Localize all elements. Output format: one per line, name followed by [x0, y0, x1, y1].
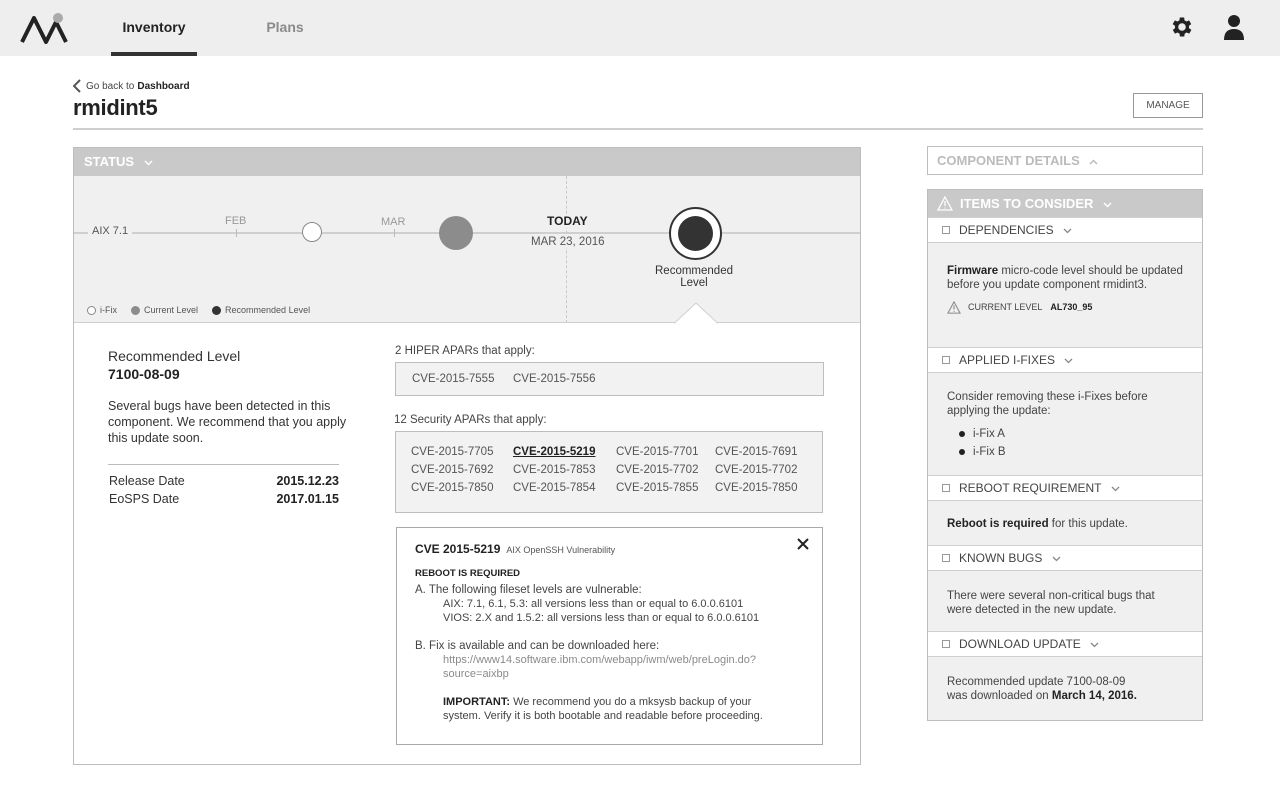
- today-date: MAR 23, 2016: [527, 236, 609, 248]
- legend-current-level: Current Level: [131, 305, 198, 315]
- timeline-month-feb: FEB: [225, 215, 247, 227]
- chevron-down-icon: [1052, 556, 1061, 562]
- timeline-start-label: AIX 7.1: [88, 225, 132, 237]
- status-panel: [73, 147, 861, 765]
- recommended-level-version: 7100-08-09: [108, 366, 180, 382]
- legend-recommended-level: Recommended Level: [212, 305, 310, 315]
- security-apar-item[interactable]: CVE-2015-7691: [715, 446, 798, 458]
- timeline-tick-feb: [236, 229, 237, 237]
- checkbox-icon[interactable]: [942, 226, 950, 234]
- checkbox-icon[interactable]: [942, 484, 950, 492]
- settings-gear-icon[interactable]: [1169, 14, 1195, 40]
- cve-popup-section-a: A. The following fileset levels are vulnerable:: [415, 584, 642, 596]
- today-marker-line: [566, 176, 567, 323]
- checkbox-icon[interactable]: [942, 554, 950, 562]
- chevron-down-icon: [1103, 202, 1112, 208]
- security-apar-item[interactable]: CVE-2015-7855: [616, 482, 699, 494]
- timeline-node-current-level[interactable]: [439, 216, 473, 250]
- applied-ifixes-toggle[interactable]: [928, 347, 1202, 373]
- eosps-date-row: [109, 492, 339, 506]
- page-title: rmidint5: [73, 95, 158, 120]
- items-to-consider-label: ITEMS TO CONSIDER: [960, 196, 1094, 211]
- dependencies-label: DEPENDENCIES: [959, 223, 1054, 237]
- download-update-body: Recommended update 7100-08-09 was downloaded on March 14, 2016.: [947, 676, 1137, 702]
- fix-download-link-cont[interactable]: source=aixbp: [443, 668, 509, 680]
- chevron-down-icon: [144, 160, 153, 166]
- known-bugs-body: There were several non-critical bugs that were detected in the new update.: [947, 590, 1155, 616]
- firmware-label: Firmware: [947, 265, 999, 277]
- known-bugs-label: KNOWN BUGS: [959, 551, 1043, 565]
- back-to-dashboard-link[interactable]: [73, 79, 190, 93]
- update-timeline: [74, 176, 860, 323]
- items-to-consider-panel: [927, 189, 1203, 721]
- fix-download-link[interactable]: https://www14.software.ibm.com/webapp/iwm/web/preLogin.do?: [443, 654, 757, 666]
- recommended-divider: [108, 464, 339, 465]
- warning-icon: [947, 301, 961, 314]
- chevron-left-icon: [73, 79, 81, 93]
- release-date-row: [109, 474, 339, 488]
- reboot-required-label: REBOOT IS REQUIRED: [415, 568, 521, 579]
- important-note-line-1: IMPORTANT: We recommend you do a mksysb backup of your: [443, 696, 752, 708]
- timeline-legend: [87, 305, 324, 315]
- cve-popup-vios-versions: VIOS: 2.X and 1.5.2: all versions less than or equal to 6.0.0.6101: [443, 612, 760, 624]
- header-divider: [73, 128, 1203, 130]
- legend-ifix: i-Fix: [87, 305, 117, 315]
- close-icon[interactable]: [795, 536, 811, 552]
- recommended-level-description: Several bugs have been detected in this component. We recommend that you apply this update soon.: [108, 399, 347, 445]
- applied-ifixes-body: Consider removing these i-Fixes before applying the update: i-Fix A i-Fix B: [947, 390, 1192, 459]
- back-target: Dashboard: [137, 80, 190, 92]
- applied-ifixes-label: APPLIED I-FIXES: [959, 353, 1056, 367]
- selected-pointer-caret: [674, 302, 718, 324]
- cve-popup-aix-versions: AIX: 7.1, 6.1, 5.3: all versions less than or equal to 6.0.0.6101: [443, 598, 744, 610]
- security-apars-box: [395, 431, 823, 513]
- app-logo-icon[interactable]: [20, 12, 74, 44]
- cve-detail-popup: [396, 527, 823, 745]
- status-toggle[interactable]: [74, 148, 860, 176]
- current-level-value: AL730_95: [1050, 302, 1093, 312]
- tab-plans[interactable]: Plans: [266, 19, 304, 35]
- timeline-node-ifix[interactable]: [302, 222, 322, 242]
- warning-icon: [937, 196, 953, 211]
- timeline-month-mar: MAR: [381, 216, 406, 228]
- cve-popup-subtitle: AIX OpenSSH Vulnerability: [506, 545, 616, 555]
- current-level-row: [947, 300, 1192, 314]
- security-apar-item[interactable]: CVE-2015-7850: [411, 482, 494, 494]
- hiper-apars-label: 2 HIPER APARs that apply:: [395, 345, 535, 357]
- download-date: March 14, 2016.: [1051, 690, 1137, 702]
- download-update-label: DOWNLOAD UPDATE: [959, 637, 1081, 651]
- security-apars-label: 12 Security APARs that apply:: [394, 414, 547, 426]
- tab-inventory[interactable]: Inventory: [111, 0, 197, 56]
- today-label: TODAY: [543, 214, 592, 228]
- security-apar-item[interactable]: CVE-2015-7850: [715, 482, 798, 494]
- items-to-consider-toggle[interactable]: [928, 190, 1202, 217]
- known-bugs-toggle[interactable]: [928, 545, 1202, 571]
- user-profile-icon[interactable]: [1222, 14, 1246, 40]
- component-details-toggle[interactable]: [927, 146, 1203, 175]
- hiper-apars-box: [395, 362, 824, 396]
- security-apar-item[interactable]: CVE-2015-7692: [411, 464, 494, 476]
- security-apar-item-selected[interactable]: CVE-2015-5219: [513, 446, 596, 458]
- dependencies-toggle[interactable]: [928, 217, 1202, 243]
- list-item: i-Fix B: [947, 445, 1192, 459]
- security-apar-item[interactable]: CVE-2015-7702: [616, 464, 699, 476]
- checkbox-icon[interactable]: [942, 640, 950, 648]
- status-label: STATUS: [84, 154, 135, 169]
- timeline-tick-mar: [394, 229, 395, 237]
- chevron-down-icon: [1063, 228, 1072, 234]
- list-item: i-Fix A: [947, 427, 1192, 441]
- security-apar-item[interactable]: CVE-2015-7853: [513, 464, 596, 476]
- dependencies-body: Firmware micro-code level should be updated before you update component rmidint3. CURRENT LEVEL AL730_95: [947, 264, 1192, 314]
- important-note-line-2: system. Verify it is both bootable and readable before proceeding.: [443, 710, 763, 722]
- reboot-requirement-body: Reboot is required for this update.: [947, 518, 1128, 530]
- cve-popup-section-b: B. Fix is available and can be downloaded here:: [415, 640, 660, 652]
- chevron-down-icon: [1090, 642, 1099, 648]
- security-apar-item[interactable]: CVE-2015-7705: [411, 446, 494, 458]
- eosps-date-label: EoSPS Date: [109, 492, 180, 506]
- security-apar-item[interactable]: CVE-2015-7701: [616, 446, 699, 458]
- recommended-node-label: Recommended Level: [655, 265, 733, 289]
- chevron-down-icon: [1111, 486, 1120, 492]
- current-level-label: CURRENT LEVEL: [968, 302, 1043, 312]
- release-date-label: Release Date: [109, 474, 185, 488]
- manage-button[interactable]: MANAGE: [1133, 93, 1203, 118]
- reboot-requirement-toggle[interactable]: [928, 475, 1202, 501]
- chevron-down-icon: [1064, 358, 1073, 364]
- chevron-up-icon: [1089, 159, 1098, 165]
- hiper-apar-item[interactable]: CVE-2015-7555: [412, 373, 495, 385]
- recommended-level-heading: Recommended Level: [108, 348, 241, 364]
- top-nav-bar: [0, 0, 1280, 56]
- release-date-value: 2015.12.23: [276, 474, 339, 488]
- security-apar-item[interactable]: CVE-2015-7702: [715, 464, 798, 476]
- back-prefix: Go back to: [86, 80, 135, 92]
- hiper-apar-item[interactable]: CVE-2015-7556: [513, 373, 596, 385]
- reboot-requirement-label: REBOOT REQUIREMENT: [959, 481, 1102, 495]
- component-details-label: COMPONENT DETAILS: [937, 153, 1080, 168]
- timeline-node-recommended-level[interactable]: [669, 207, 722, 260]
- security-apar-item[interactable]: CVE-2015-7854: [513, 482, 596, 494]
- eosps-date-value: 2017.01.15: [276, 492, 339, 506]
- download-update-toggle[interactable]: [928, 631, 1202, 657]
- cve-popup-title: CVE 2015-5219 AIX OpenSSH Vulnerability: [415, 542, 616, 556]
- checkbox-icon[interactable]: [942, 356, 950, 364]
